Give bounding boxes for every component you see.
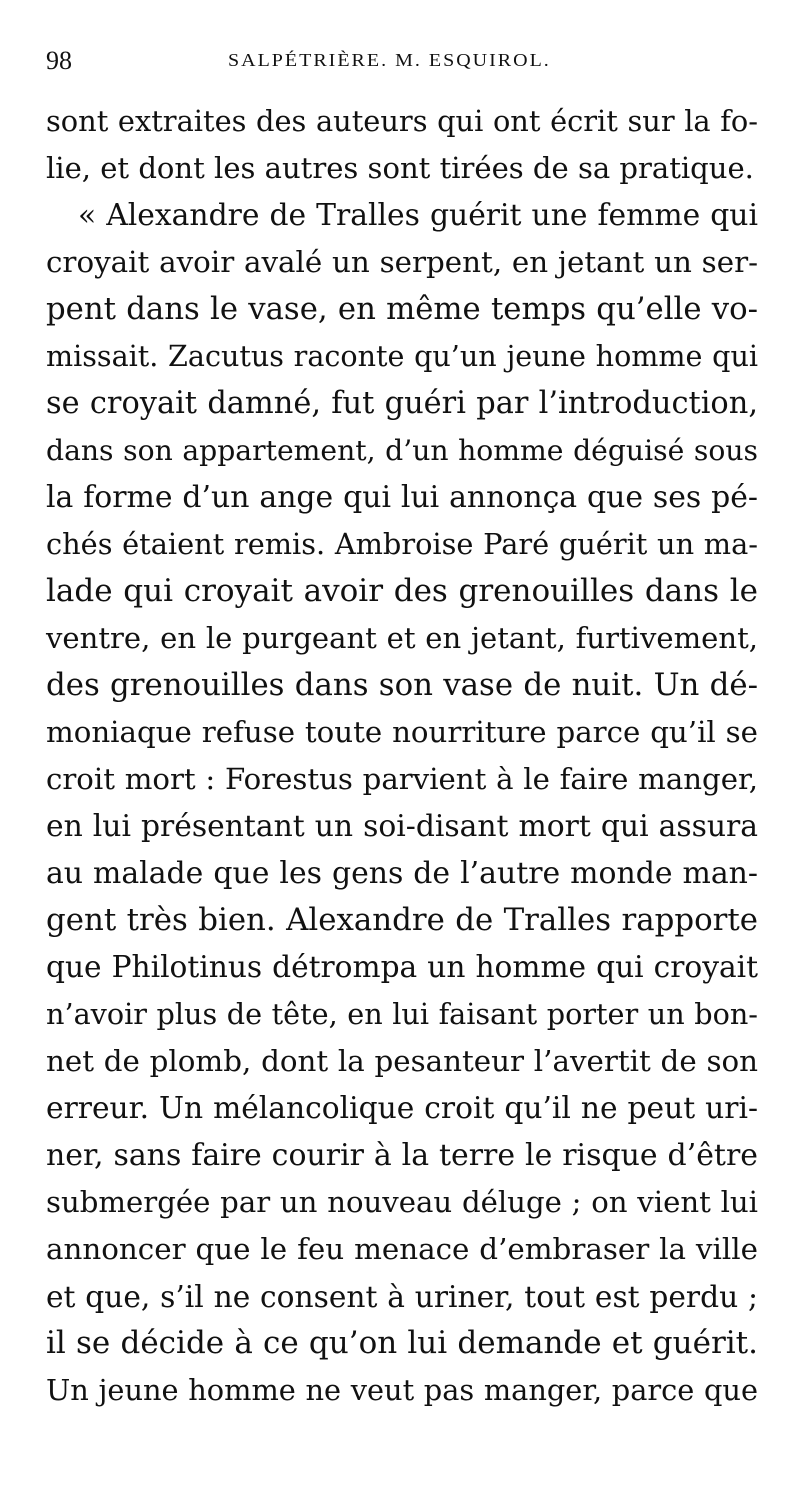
text-line: net de plomb, dont la pesanteur l’avertit de son [46, 1044, 758, 1078]
text-line: croyait avoir avalé un serpent, en jetant un ser- [46, 245, 758, 279]
text-line: moniaque refuse toute nourriture parce qu’il se [46, 715, 758, 749]
text-line: ventre, en le purgeant et en jetant, furtivement, [46, 621, 758, 655]
text-line: au malade que les gens de l’autre monde man- [46, 856, 758, 891]
running-title: SALPÉTRIÈRE. M. ESQUIROL. [228, 50, 551, 71]
text-line: en lui présentant un soi-disant mort qui assura [46, 809, 758, 844]
text-line: croit mort : Forestus parvient à le faire manger, [46, 762, 758, 796]
page-number: 98 [46, 46, 72, 75]
text-line: Un jeune homme ne veut pas manger, parce que [46, 1373, 758, 1407]
text-line: missait. Zacutus raconte qu’un jeune homme qui [46, 339, 758, 373]
text-line: annoncer que le feu menace d’embraser la ville [46, 1232, 758, 1266]
text-line: lie, et dont les autres sont tirées de sa pratique. [46, 151, 754, 185]
text-line: se croyait damné, fut guéri par l’introduction, [46, 386, 758, 421]
text-line: lade qui croyait avoir des grenouilles dans le [46, 573, 758, 609]
text-line: pent dans le vase, en même temps qu’elle vo- [46, 291, 758, 327]
text-line: n’avoir plus de tête, en lui faisant porter un bon- [46, 997, 758, 1031]
text-line: « Alexandre de Tralles guérit une femme qui [78, 198, 758, 233]
text-line: chés étaient remis. Ambroise Paré guérit un ma- [46, 527, 758, 561]
text-line: submergée par un nouveau déluge ; on vient lui [46, 1185, 758, 1219]
text-line: des grenouilles dans son vase de nuit. Un dé- [46, 667, 758, 703]
running-head [46, 46, 754, 76]
text-line: il se décide à ce qu’on lui demande et guérit. [46, 1325, 758, 1361]
text-line: gent très bien. Alexandre de Tralles rapporte [46, 902, 758, 938]
text-line: dans son appartement, d’un homme déguisé sous [46, 434, 758, 467]
text-line: la forme d’un ange qui lui annonça que ses pé- [46, 480, 758, 515]
text-line: ner, sans faire courir à la terre le risque d’être [46, 1138, 758, 1173]
body-text [46, 98, 758, 1414]
text-line: que Philotinus détrompa un homme qui croyait [46, 950, 758, 984]
text-line: erreur. Un mélancolique croit qu’il ne peut uri- [46, 1091, 758, 1126]
text-line: sont extraites des auteurs qui ont écrit sur la fo- [46, 104, 758, 138]
text-line: et que, s’il ne consent à uriner, tout est perdu ; [46, 1279, 758, 1314]
